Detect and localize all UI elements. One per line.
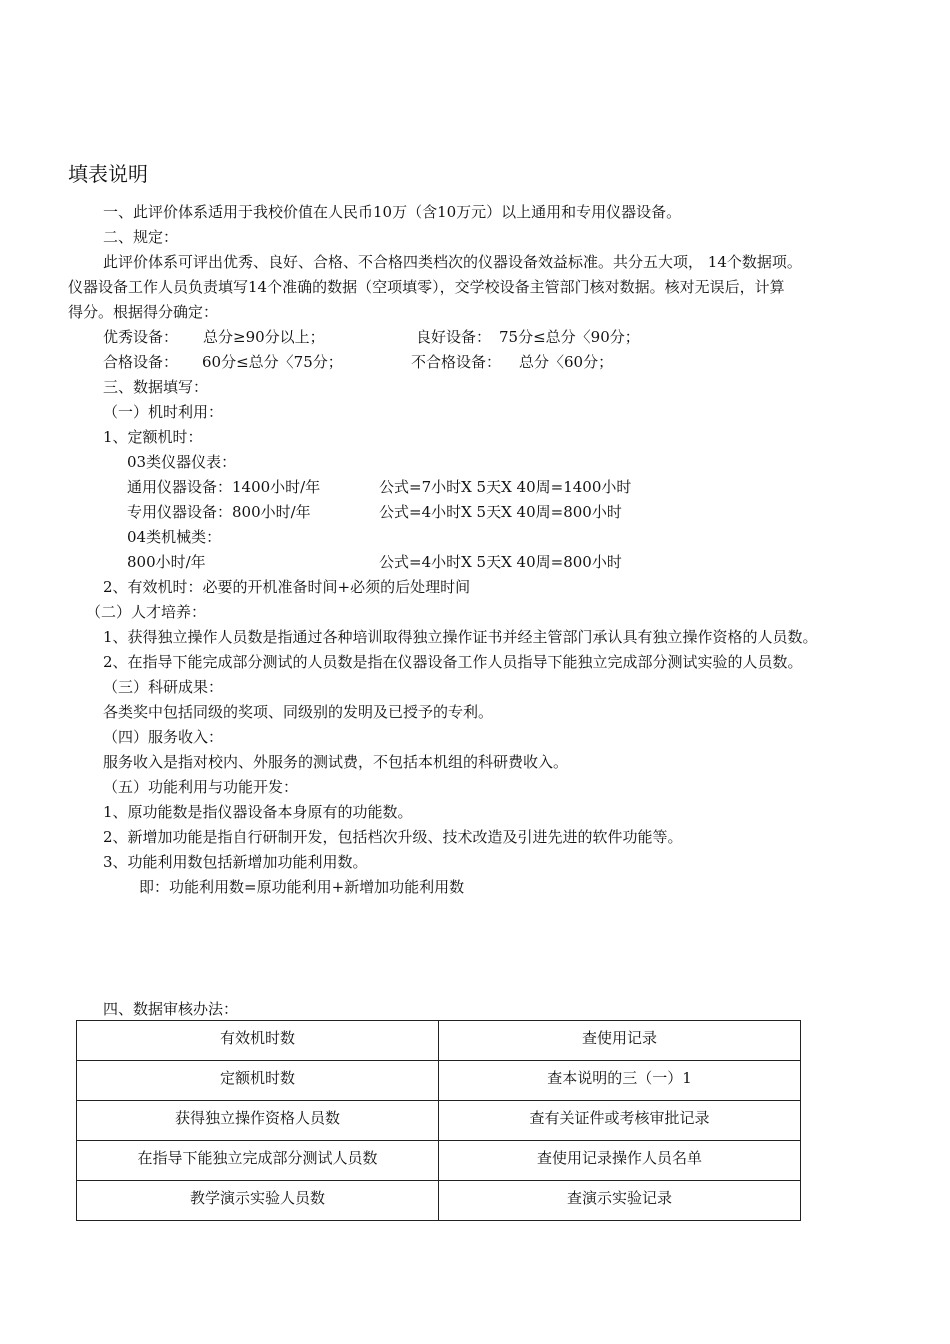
function-usage-formula: 即：功能利用数=原功能利用+新增加功能利用数 bbox=[139, 878, 465, 896]
research-heading: （三）科研成果： bbox=[103, 678, 224, 696]
rules-paragraph-line-1: 此评价体系可评出优秀、良好、合格、不合格四类档次的仪器设备效益标准。共分五大项， 14个数据项。 bbox=[103, 253, 802, 271]
fail-label: 不合格设备： bbox=[411, 353, 502, 371]
independent-operators-line: 1、获得独立操作人员数是指通过各种培训取得独立操作证书并经主管部门承认具有独立操作资格的人员数。 bbox=[103, 628, 818, 646]
audit-method-cell: 查使用记录 bbox=[439, 1021, 801, 1061]
audit-item-cell: 定额机时数 bbox=[77, 1061, 439, 1101]
research-line: 各类奖中包括同级的奖项、同级别的发明及已授予的专利。 bbox=[103, 703, 494, 721]
page-title: 填表说明 bbox=[68, 162, 148, 186]
talent-heading: （二）人才培养： bbox=[86, 603, 207, 621]
mechanical-quota-row bbox=[127, 551, 622, 573]
audit-heading: 四、数据审核办法： bbox=[103, 1000, 239, 1018]
rules-paragraph-line-3: 得分。根据得分确定： bbox=[68, 303, 219, 321]
pass-rule: 60分≤总分〈75分； bbox=[202, 353, 343, 371]
special-quota-label: 专用仪器设备：800小时/年 bbox=[127, 503, 311, 521]
grade-row-1 bbox=[103, 326, 640, 348]
table-row bbox=[77, 1061, 801, 1101]
service-income-line: 服务收入是指对校内、外服务的测试费，不包括本机组的科研费收入。 bbox=[103, 753, 569, 771]
mechanical-quota-label: 800小时/年 bbox=[127, 553, 206, 571]
service-income-heading: （四）服务收入： bbox=[103, 728, 224, 746]
special-quota-row bbox=[127, 501, 622, 523]
quota-time-heading: 1、定额机时： bbox=[103, 428, 203, 446]
general-quota-row bbox=[127, 476, 632, 498]
fail-rule: 总分〈60分； bbox=[519, 353, 614, 371]
instrument-category-label: 03类仪器仪表： bbox=[127, 453, 237, 471]
new-function-line: 2、新增加功能是指自行研制开发，包括档次升级、技术改造及引进先进的软件功能等。 bbox=[103, 828, 683, 846]
rules-heading: 二、规定： bbox=[103, 228, 179, 246]
audit-item-cell: 有效机时数 bbox=[77, 1021, 439, 1061]
table-row bbox=[77, 1021, 801, 1061]
audit-item-cell: 教学演示实验人员数 bbox=[77, 1181, 439, 1221]
effective-time-line: 2、有效机时：必要的开机准备时间+必须的后处理时间 bbox=[103, 578, 471, 596]
pass-label: 合格设备： bbox=[103, 353, 179, 371]
data-fill-heading: 三、数据填写： bbox=[103, 378, 209, 396]
good-label: 良好设备： bbox=[416, 328, 492, 346]
machine-time-heading: （一）机时利用： bbox=[103, 403, 224, 421]
function-heading: （五）功能利用与功能开发： bbox=[103, 778, 299, 796]
audit-method-cell: 查本说明的三（一）1 bbox=[439, 1061, 801, 1101]
excellent-rule: 总分≥90分以上； bbox=[203, 328, 325, 346]
audit-method-cell: 查演示实验记录 bbox=[439, 1181, 801, 1221]
scope-paragraph: 一、此评价体系适用于我校价值在人民币10万（含10万元）以上通用和专用仪器设备。 bbox=[103, 203, 682, 221]
audit-method-cell: 查有关证件或考核审批记录 bbox=[439, 1101, 801, 1141]
audit-method-cell: 查使用记录操作人员名单 bbox=[439, 1141, 801, 1181]
general-quota-formula: 公式=7小时X 5天X 40周=1400小时 bbox=[379, 478, 632, 496]
good-rule: 75分≤总分〈90分； bbox=[499, 328, 640, 346]
original-function-line: 1、原功能数是指仪器设备本身原有的功能数。 bbox=[103, 803, 413, 821]
grade-row-2 bbox=[103, 351, 614, 373]
audit-item-cell: 在指导下能独立完成部分测试人员数 bbox=[77, 1141, 439, 1181]
audit-table bbox=[76, 1020, 801, 1221]
function-usage-line: 3、功能利用数包括新增加功能利用数。 bbox=[103, 853, 368, 871]
table-row bbox=[77, 1181, 801, 1221]
rules-paragraph-line-2: 仪器设备工作人员负责填写14个准确的数据（空项填零），交学校设备主管部门核对数据。核对无误后，计算 bbox=[68, 278, 785, 296]
excellent-label: 优秀设备： bbox=[103, 328, 179, 346]
table-row bbox=[77, 1101, 801, 1141]
special-quota-formula: 公式=4小时X 5天X 40周=800小时 bbox=[379, 503, 622, 521]
mechanical-quota-formula: 公式=4小时X 5天X 40周=800小时 bbox=[379, 553, 622, 571]
mechanical-category-label: 04类机械类： bbox=[127, 528, 222, 546]
general-quota-label: 通用仪器设备：1400小时/年 bbox=[127, 478, 321, 496]
guided-testers-line: 2、在指导下能完成部分测试的人员数是指在仪器设备工作人员指导下能独立完成部分测试实验的人员数。 bbox=[103, 653, 803, 671]
audit-item-cell: 获得独立操作资格人员数 bbox=[77, 1101, 439, 1141]
table-row bbox=[77, 1141, 801, 1181]
